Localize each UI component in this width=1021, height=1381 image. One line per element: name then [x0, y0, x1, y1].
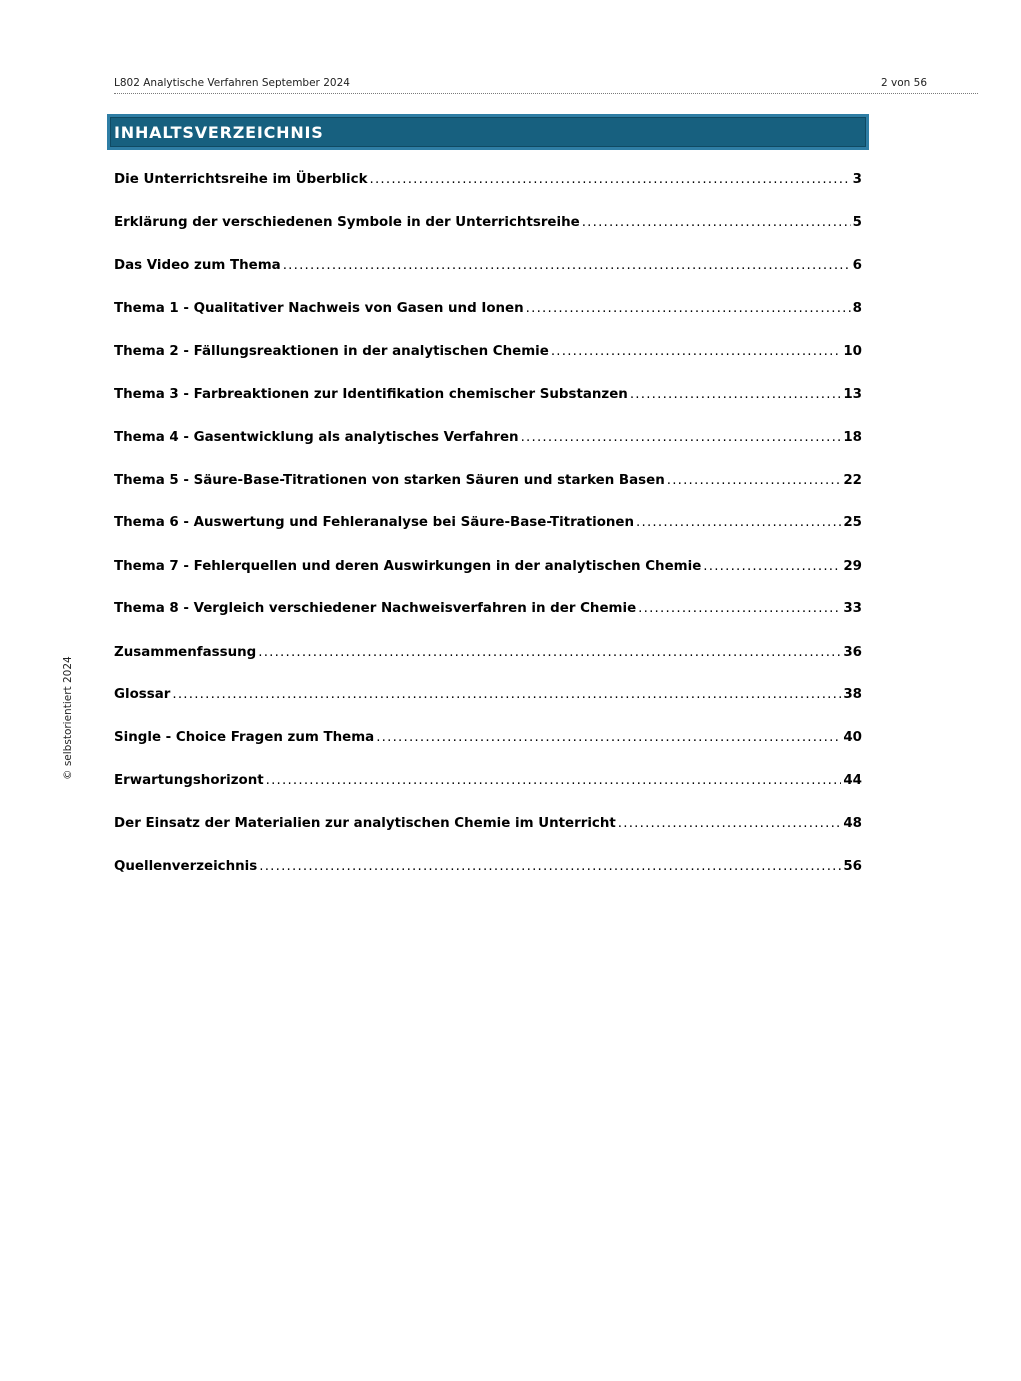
toc-entry[interactable] — [114, 430, 862, 452]
toc-entry-title: Thema 8 - Vergleich verschiedener Nachweisverfahren in der Chemie — [114, 601, 637, 616]
document-title: L802 Analytische Verfahren September 2024 — [114, 77, 350, 89]
toc-heading-bar — [107, 114, 869, 150]
toc-entry[interactable] — [114, 559, 862, 581]
toc-entry-page: 22 — [843, 473, 862, 488]
toc-entry-title: Erwartungshorizont — [114, 773, 264, 788]
toc-dot-leader — [526, 301, 851, 316]
toc-entry-page: 29 — [843, 559, 862, 574]
toc-dot-leader — [283, 258, 851, 273]
toc-entry[interactable] — [114, 601, 862, 623]
toc-dot-leader — [376, 730, 841, 745]
toc-heading: INHALTSVERZEICHNIS — [114, 122, 324, 142]
toc-entry-page: 56 — [843, 859, 862, 874]
toc-entry-page: 44 — [843, 773, 862, 788]
toc-dot-leader — [266, 773, 842, 788]
toc-entry-page: 38 — [843, 687, 862, 702]
toc-dot-leader — [370, 172, 851, 187]
page-header — [114, 76, 978, 94]
toc-entry-title: Glossar — [114, 687, 171, 702]
toc-dot-leader — [551, 344, 842, 359]
toc-entry[interactable] — [114, 301, 862, 323]
toc-dot-leader — [638, 601, 841, 616]
toc-entry-title: Das Video zum Thema — [114, 258, 281, 273]
toc-entry-page: 40 — [843, 730, 862, 745]
toc-entry[interactable] — [114, 215, 862, 237]
toc-entry[interactable] — [114, 473, 862, 495]
toc-entry-title: Zusammenfassung — [114, 645, 257, 660]
toc-entry-title: Thema 3 - Farbreaktionen zur Identifikation chemischer Substanzen — [114, 387, 628, 402]
toc-entry-page: 5 — [852, 215, 862, 230]
toc-entry-title: Single - Choice Fragen zum Thema — [114, 730, 375, 745]
toc-entry[interactable] — [114, 816, 862, 838]
toc-dot-leader — [630, 387, 842, 402]
toc-entry[interactable] — [114, 515, 862, 537]
toc-entry-page: 18 — [843, 430, 862, 445]
toc-dot-leader — [667, 473, 842, 488]
toc-entry-page: 3 — [852, 172, 862, 187]
toc-entry-page: 33 — [843, 601, 862, 616]
toc-dot-leader — [618, 816, 842, 831]
toc-entry[interactable] — [114, 773, 862, 795]
toc-entry[interactable] — [114, 859, 862, 881]
toc-entry-page: 48 — [843, 816, 862, 831]
toc-entry-page: 6 — [852, 258, 862, 273]
toc-entry[interactable] — [114, 645, 862, 667]
toc-entry[interactable] — [114, 172, 862, 194]
toc-dot-leader — [521, 430, 842, 445]
toc-entry-title: Thema 6 - Auswertung und Fehleranalyse bei Säure-Base-Titrationen — [114, 515, 635, 530]
page-number: 2 von 56 — [881, 77, 928, 89]
toc-entry-title: Die Unterrichtsreihe im Überblick — [114, 172, 368, 187]
toc-dot-leader — [259, 859, 841, 874]
toc-entry-title: Thema 2 - Fällungsreaktionen in der analytischen Chemie — [114, 344, 549, 359]
toc-dot-leader — [172, 687, 841, 702]
toc-entry-title: Thema 7 - Fehlerquellen und deren Auswirkungen in der analytischen Chemie — [114, 559, 702, 574]
toc-dot-leader — [703, 559, 841, 574]
toc-dot-leader — [636, 515, 841, 530]
toc-entry-page: 10 — [843, 344, 862, 359]
toc-entry-page: 13 — [843, 387, 862, 402]
toc-entry[interactable] — [114, 730, 862, 752]
toc-entry[interactable] — [114, 687, 862, 709]
toc-dot-leader — [258, 645, 841, 660]
toc-entry-title: Quellenverzeichnis — [114, 859, 258, 874]
toc-entry-title: Thema 1 - Qualitativer Nachweis von Gasen und Ionen — [114, 301, 524, 316]
toc-dot-leader — [582, 215, 851, 230]
toc-entry-page: 8 — [852, 301, 862, 316]
toc-entry[interactable] — [114, 258, 862, 280]
toc-entry[interactable] — [114, 387, 862, 409]
copyright-note: © selbstorientiert 2024 — [62, 656, 74, 780]
toc-entry-title: Der Einsatz der Materialien zur analytischen Chemie im Unterricht — [114, 816, 616, 831]
toc-entry[interactable] — [114, 344, 862, 366]
toc-entry-title: Thema 4 - Gasentwicklung als analytisches Verfahren — [114, 430, 519, 445]
toc-entry-title: Thema 5 - Säure-Base-Titrationen von starken Säuren und starken Basen — [114, 473, 665, 488]
toc-entry-page: 36 — [843, 645, 862, 660]
toc-entry-page: 25 — [843, 515, 862, 530]
toc-entry-title: Erklärung der verschiedenen Symbole in der Unterrichtsreihe — [114, 215, 580, 230]
